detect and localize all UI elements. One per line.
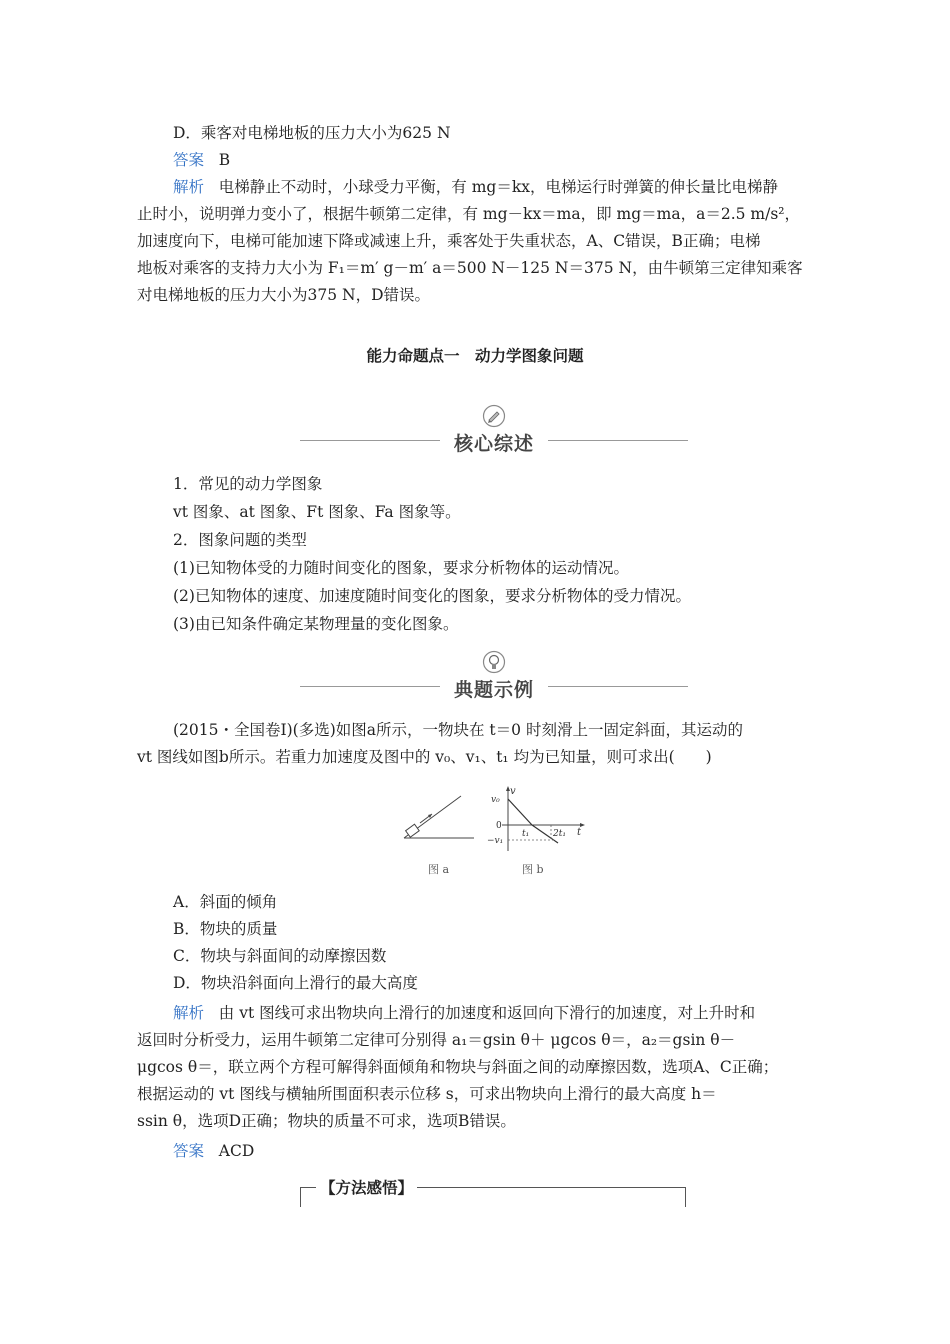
question-figure xyxy=(396,783,596,887)
core-line-5: (2)已知物体的速度、加速度随时间变化的图象，要求分析物体的受力情况。 xyxy=(173,587,691,605)
section-title: 能力命题点一 动力学图象问题 xyxy=(366,346,584,365)
caption-a: 图 a xyxy=(428,863,450,876)
method-box-border-right xyxy=(685,1187,686,1207)
label-zero: 0 xyxy=(496,821,502,831)
analysis-line-3: 加速度向下，电梯可能加速下降或减速上升，乘客处于失重状态，A、C错误，B正确；电梯 xyxy=(137,232,761,250)
solution-answer-value: ACD xyxy=(218,1142,255,1160)
example-heading: 典题示例 xyxy=(453,679,534,701)
analysis-label: 解析 xyxy=(173,178,205,196)
label-v: v xyxy=(510,786,516,797)
question-line-1: (2015・全国卷Ⅰ)(多选)如图a所示，一物块在 t＝0 时刻滑上一固定斜面，其运动的 xyxy=(173,721,743,739)
label-neg-v1: −v₁ xyxy=(487,836,504,846)
figure-svg xyxy=(396,783,596,883)
vt-line-up xyxy=(508,799,532,825)
solution-line-2: 返回时分析受力，运用牛顿第二定律可分别得 a₁＝gsin θ＋ μgcos θ＝，a₂＝gsin θ－ xyxy=(137,1031,736,1049)
option-c: C．物块与斜面间的动摩擦因数 xyxy=(173,947,387,965)
answer-value: B xyxy=(218,151,231,169)
divider-right xyxy=(548,440,688,441)
label-t1: t₁ xyxy=(522,829,530,839)
solution-text: 由 vt 图线可求出物块向上滑行的加速度和返回向下滑行的加速度，对上升时和 xyxy=(218,1004,756,1022)
solution-answer-line xyxy=(173,1141,254,1161)
method-box xyxy=(300,1176,688,1206)
analysis-text: 电梯静止不动时，小球受力平衡，有 mg＝kx，电梯运行时弹簧的伸长量比电梯静 xyxy=(218,178,778,196)
answer-label: 答案 xyxy=(173,151,205,169)
option-b: B．物块的质量 xyxy=(173,920,278,938)
solution-line-3: μgcos θ＝，联立两个方程可解得斜面倾角和物块与斜面之间的动摩擦因数，选项A、C正确； xyxy=(137,1058,779,1076)
lightbulb-icon xyxy=(482,650,506,676)
option-d: D．物块沿斜面向上滑行的最大高度 xyxy=(173,974,418,992)
caption-b: 图 b xyxy=(522,863,544,876)
question-line-2: vt 图线如图b所示。若重力加速度及图中的 v₀、v₁、t₁ 均为已知量，则可求出( ) xyxy=(137,748,712,766)
analysis-line-4: 地板对乘客的支持力大小为 F₁＝m′ g－m′ a＝500 N－125 N＝375 N，由牛顿第三定律知乘客 xyxy=(137,259,803,277)
solution-line-5: ssin θ，选项D正确；物块的质量不可求，选项B错误。 xyxy=(137,1112,516,1130)
option-a: A．斜面的倾角 xyxy=(173,893,278,911)
solution-answer-label: 答案 xyxy=(173,1142,205,1160)
solution-line-4: 根据运动的 vt 图线与横轴所围面积表示位移 s，可求出物块向上滑行的最大高度 h＝ xyxy=(137,1085,717,1103)
core-line-1: 1．常见的动力学图象 xyxy=(173,475,323,493)
pen-nib-icon xyxy=(482,404,506,428)
solution-label: 解析 xyxy=(173,1004,205,1022)
answer-line-prev xyxy=(173,150,230,170)
label-2t1: 2t₁ xyxy=(553,829,566,839)
example-heading-block xyxy=(300,650,688,710)
option-d-prev: D．乘客对电梯地板的压力大小为625 N xyxy=(173,124,451,142)
analysis-line-5: 对电梯地板的压力大小为375 N，D错误。 xyxy=(137,286,431,304)
core-heading: 核心综述 xyxy=(453,433,534,455)
method-box-title: 【方法感悟】 xyxy=(316,1176,417,1198)
analysis-line-1 xyxy=(173,177,778,197)
label-v0: v₀ xyxy=(491,795,500,805)
divider-right xyxy=(548,686,688,687)
label-t: t xyxy=(577,827,582,838)
analysis-line-2: 止时小，说明弹力变小了，根据牛顿第二定律，有 mg－kx＝ma，即 mg＝ma，a＝2.5 m/s²， xyxy=(137,205,801,223)
core-line-2: vt 图象、at 图象、Ft 图象、Fa 图象等。 xyxy=(173,503,461,521)
core-line-3: 2．图象问题的类型 xyxy=(173,531,307,549)
incline-diagram xyxy=(404,796,474,838)
solution-line-1 xyxy=(173,1003,755,1023)
core-heading-block xyxy=(300,404,688,464)
core-line-6: (3)由已知条件确定某物理量的变化图象。 xyxy=(173,615,459,633)
method-box-border-left xyxy=(300,1187,301,1207)
core-line-4: (1)已知物体受的力随时间变化的图象，要求分析物体的运动情况。 xyxy=(173,559,629,577)
